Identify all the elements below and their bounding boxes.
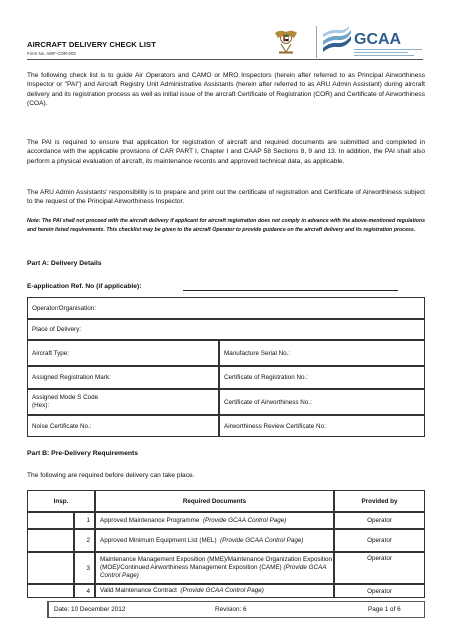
coa-number-field[interactable] xyxy=(219,389,425,415)
provided-by-column-header: Provided by xyxy=(334,490,425,512)
table-row xyxy=(95,584,334,598)
e-application-label: E-application Ref. No (if applicable): xyxy=(27,283,142,290)
e-application-field[interactable] xyxy=(183,290,398,291)
noise-certificate-field[interactable] xyxy=(27,415,219,437)
mode-s-label-line2: (Hex): xyxy=(32,402,50,409)
control-page-note: (Provide GCAA Control Page) xyxy=(180,587,264,594)
document-name xyxy=(100,537,303,545)
part-b-intro: The following are required before delivery can take place. xyxy=(27,472,195,479)
table-row xyxy=(95,512,334,529)
document-title-text: Approved Minimum Equipment List (MEL) xyxy=(100,536,217,544)
document-title-text: Maintenance Management Exposition (MME)/Maintenance Organization Exposition (MOE)/Continued Airworthiness Management Exposition (CAME) xyxy=(100,556,333,571)
gcaa-logo xyxy=(320,24,424,60)
coa-number-label: Certificate of Airworthiness No.: xyxy=(224,398,312,406)
row-number: 4 xyxy=(74,584,95,598)
control-page-note: (Provide GCAA Control Page) xyxy=(220,536,304,544)
gcaa-mark-icon xyxy=(320,24,354,60)
place-label: Place of Delivery: xyxy=(32,326,81,333)
note-paragraph: Note: The PAI shall not proceed with the aircraft delivery if applicant for aircraft registration does not comply in advance with the above-mentioned regulations and herein listed requirements. This checklist may be given to the aircraft Operator to provide guidance on the aircraft delivery and its registration process. xyxy=(27,218,425,233)
gcaa-wordmark xyxy=(354,24,424,60)
msn-field[interactable] xyxy=(219,340,425,366)
documents-column-header: Required Documents xyxy=(95,490,334,512)
mode-s-label-line1: Assigned Mode S Code xyxy=(32,393,99,401)
document-title-text: Valid Maintenance Contract xyxy=(100,587,177,594)
operator-label: Operator/Organisation: xyxy=(32,304,97,312)
inspection-checkbox[interactable] xyxy=(27,529,74,552)
control-page-note: (Provide GCAA Control Page) xyxy=(202,516,287,524)
provided-by-cell: Operator xyxy=(334,512,425,529)
registration-mark-label: Assigned Registration Mark: xyxy=(32,374,111,381)
uae-emblem-icon xyxy=(273,26,299,56)
part-b-heading: Part B: Pre-Delivery Requirements xyxy=(27,450,139,457)
part-a-heading: Part A: Delivery Details xyxy=(27,260,102,267)
inspection-checkbox[interactable] xyxy=(27,552,74,584)
inspection-checkbox[interactable] xyxy=(27,512,74,529)
intro-paragraph-2: The PAI is required to ensure that application for registration of aircraft and required documents are submitted and completed in accordance with the applicable provisions of CAR PART I, Chapter I and CAAP 58 Sections 8, 9 and 13. In addition, the PAI shall also perform a physical evaluation of aircraft, its maintenance records and approved technical data, as applicable. xyxy=(27,139,425,165)
msn-label: Manufacture Serial No.: xyxy=(224,349,291,357)
document-name xyxy=(100,556,333,580)
intro-paragraph-3: The ARU Admin Assistants' responsibility is to prepare and print out the certificate of registration and Certificate of Airworthiness subject to the request of the Principal Airworthiness Inspector. xyxy=(27,189,425,206)
arc-number-label: Airworthiness Review Certificate No: xyxy=(224,422,326,430)
cor-number-label: Certificate of Registration No.: xyxy=(224,374,308,381)
cor-number-field[interactable] xyxy=(219,366,425,389)
document-name xyxy=(100,517,286,525)
mode-s-field[interactable] xyxy=(27,389,219,415)
header-rule xyxy=(27,59,423,60)
document-title-text: Approved Maintenance Programme xyxy=(100,516,200,524)
document-title: AIRCRAFT DELIVERY CHECK LIST xyxy=(27,40,156,49)
row-number: 2 xyxy=(74,529,95,552)
row-number: 3 xyxy=(74,552,95,584)
operator-field[interactable] xyxy=(27,297,425,319)
provided-by-cell: Operator xyxy=(334,584,425,598)
arc-number-field[interactable] xyxy=(219,415,425,437)
footer-revision: Revision: 6 xyxy=(215,606,247,613)
control-page-note: (Provide GCAA Control Page) xyxy=(100,564,327,579)
footer-page-number: Page 1 of 6 xyxy=(368,606,401,613)
table-row xyxy=(95,529,334,552)
header-divider xyxy=(316,26,317,58)
row-number: 1 xyxy=(74,512,95,529)
provided-by-cell: Operator xyxy=(334,529,425,552)
aircraft-type-label: Aircraft Type: xyxy=(32,349,69,357)
table-row xyxy=(95,552,334,584)
intro-paragraph-1: The following check list is to guide Air Operators and CAMO or MRO Inspectors (herein after referred to as Principal Airworthiness Inspector or "PAI") and Aircraft Registry Unit Administrative Assistants (herein after referred to as ARU Admin Assistant) during aircraft delivery and its registration process as well as initial issue of the aircraft Certificate of Registration (COR) and Certificate of Airworthiness (COA). xyxy=(27,72,425,107)
footer-date: Date: 10 December 2012 xyxy=(54,606,126,613)
registration-mark-field[interactable] xyxy=(27,366,219,389)
document-name xyxy=(100,587,264,595)
mode-s-label xyxy=(32,394,98,411)
aircraft-type-field[interactable] xyxy=(27,340,219,366)
insp-column-header: Insp. xyxy=(27,490,95,512)
form-number: Form No. AWF-COR-003 xyxy=(27,51,76,56)
provided-by-cell: Operator xyxy=(334,552,425,584)
inspection-checkbox[interactable] xyxy=(27,584,74,598)
noise-certificate-label: Noise Certificate No.: xyxy=(32,422,92,430)
svg-text:GCAA: GCAA xyxy=(354,31,402,48)
place-field[interactable] xyxy=(27,319,425,340)
